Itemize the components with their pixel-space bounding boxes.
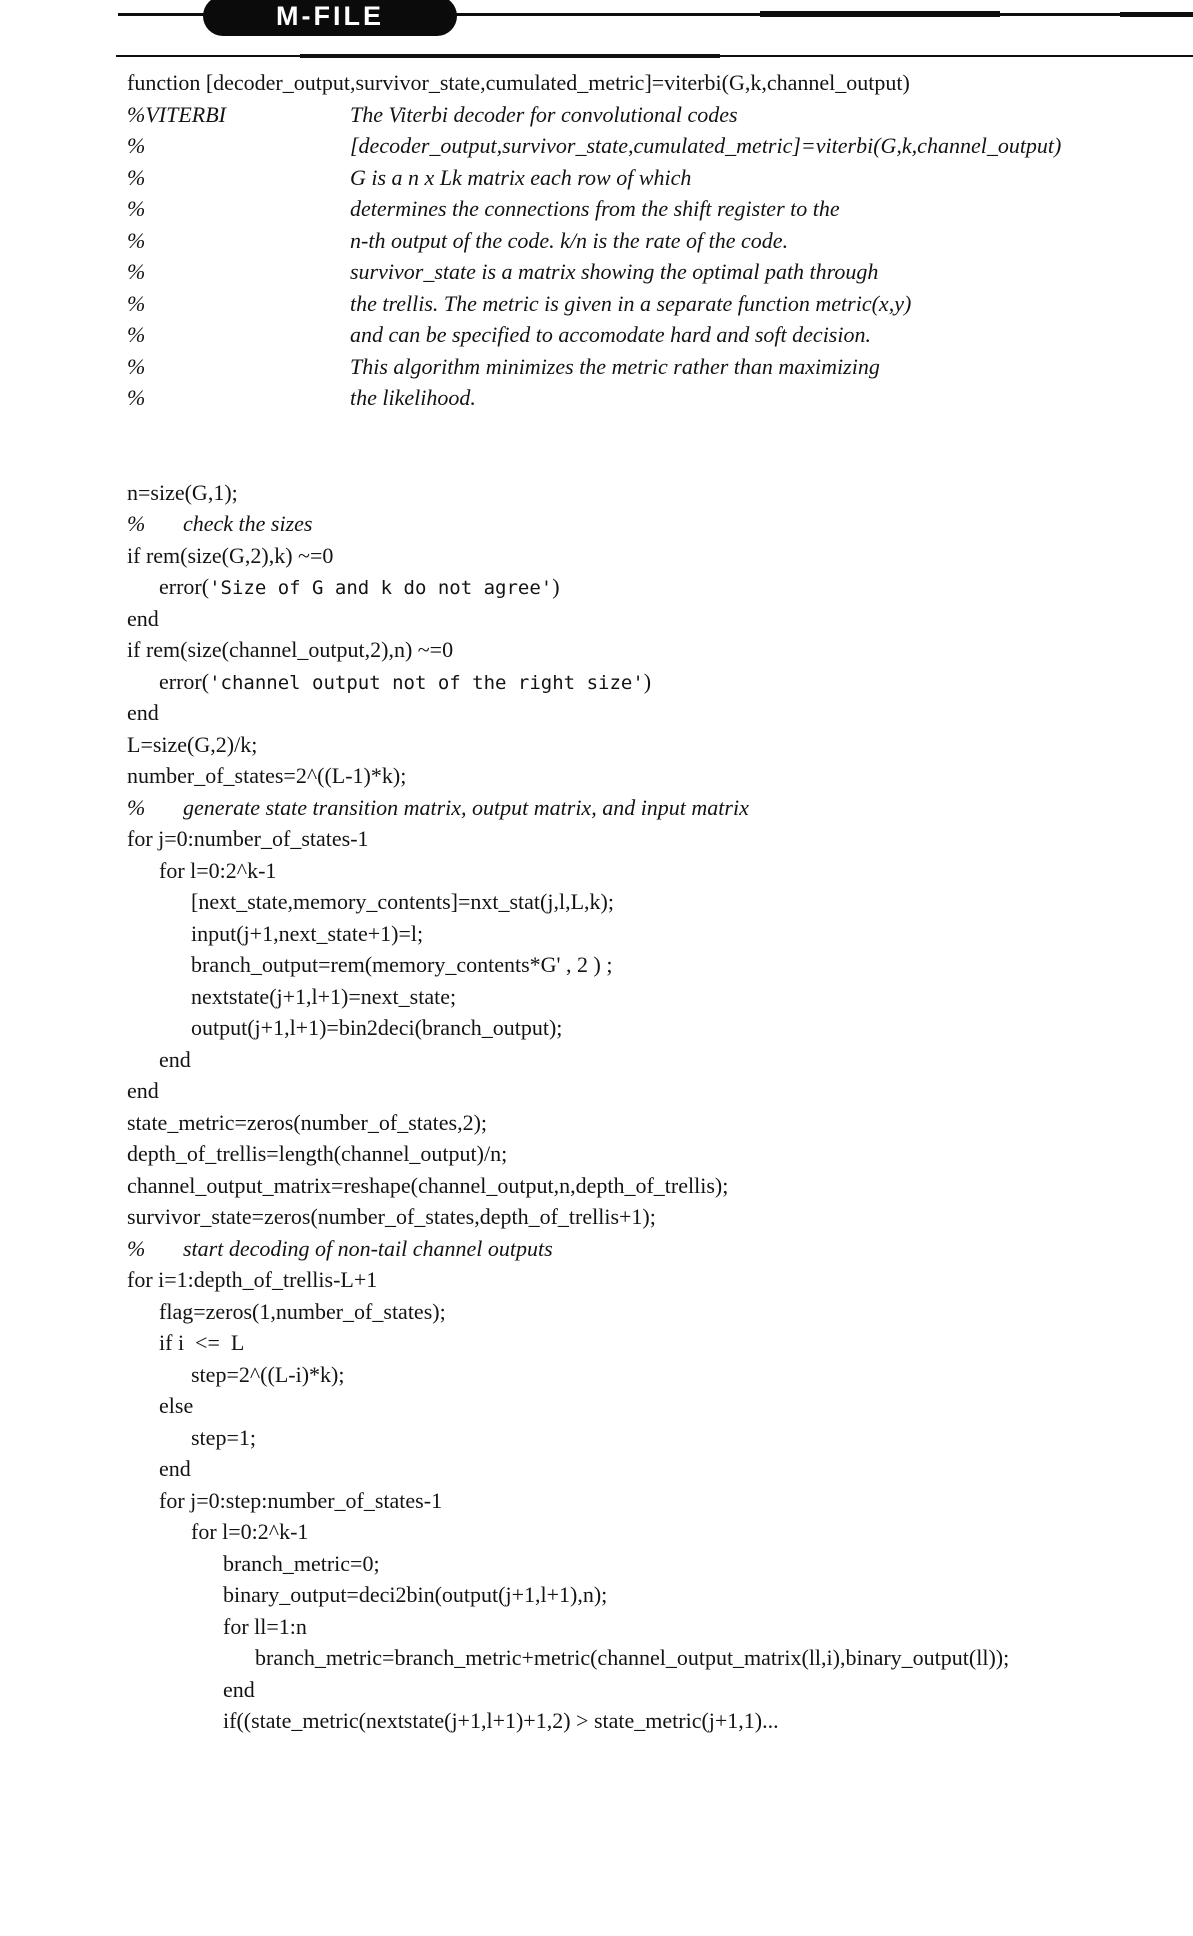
code-line [127, 1201, 1183, 1233]
code-text: if rem(size(G,2),k) ~=0 [127, 542, 334, 568]
comment-marker: % [127, 259, 146, 284]
code-text: number_of_states=2^((L-1)*k); [127, 763, 407, 788]
code-line [127, 1233, 1183, 1265]
code-text: error( [159, 574, 210, 599]
comment-text: the trellis. The metric is given in a separate function metric(x,y) [350, 290, 912, 316]
code-line [127, 1012, 1183, 1044]
blank-line [127, 414, 1183, 446]
code-line [127, 540, 1183, 572]
code-text: for j=0:step:number_of_states-1 [159, 1487, 443, 1513]
code-line [127, 823, 1183, 855]
comment-marker: % [127, 133, 146, 158]
code-line [127, 319, 1183, 351]
code-line [127, 1453, 1183, 1485]
comment-marker: % [127, 322, 146, 347]
code-line [127, 1359, 1183, 1391]
code-line [127, 1579, 1183, 1611]
comment-text: survivor_state is a matrix showing the optimal path through [350, 259, 879, 284]
code-text: input(j+1,next_state+1)=l; [191, 920, 424, 946]
code-text: for l=0:2^k-1 [191, 1519, 309, 1544]
code-text: branch_metric=0; [223, 1550, 380, 1576]
code-text: for ll=1:n [223, 1613, 307, 1639]
code-line [127, 1548, 1183, 1580]
code-line [127, 193, 1183, 225]
code-line [127, 1170, 1183, 1202]
code-line [127, 981, 1183, 1013]
code-line [127, 949, 1183, 981]
comment-text: start decoding of non-tail channel outputs [183, 1235, 553, 1261]
code-line [127, 1264, 1183, 1296]
code-block [127, 67, 1183, 1737]
code-line [127, 1327, 1183, 1359]
comment-marker: % [127, 353, 146, 379]
code-line [127, 571, 1183, 603]
code-text: end [127, 605, 159, 631]
comment-text: generate state transition matrix, output matrix, and input matrix [183, 794, 749, 820]
code-text: survivor_state=zeros(number_of_states,depth_of_trellis+1); [127, 1204, 656, 1229]
code-line [127, 99, 1183, 131]
scan-artifact [760, 11, 1000, 17]
code-line [127, 918, 1183, 950]
code-line [127, 666, 1183, 698]
comment-text: This algorithm minimizes the metric rather than maximizing [350, 353, 880, 379]
code-line [127, 1642, 1183, 1674]
code-text: depth_of_trellis=length(channel_output)/n; [127, 1141, 508, 1166]
code-text: end [127, 700, 159, 725]
comment-marker: % [127, 196, 146, 221]
code-line [127, 1611, 1183, 1643]
comment-text: [decoder_output,survivor_state,cumulated_metric]=viterbi(G,k,channel_output) [350, 133, 1062, 158]
code-text: else [159, 1393, 194, 1418]
code-text: channel_output_matrix=reshape(channel_output,n,depth_of_trellis); [127, 1172, 729, 1198]
string-literal: 'channel output not of the right size' [209, 671, 644, 694]
blank-line [127, 445, 1183, 477]
code-line [127, 351, 1183, 383]
code-line [127, 1390, 1183, 1422]
code-text: L=size(G,2)/k; [127, 731, 258, 757]
code-line [127, 1138, 1183, 1170]
comment-marker: % [127, 794, 146, 820]
code-line [127, 1485, 1183, 1517]
code-line [127, 886, 1183, 918]
code-text: step=1; [191, 1424, 256, 1450]
code-line [127, 792, 1183, 824]
code-text: nextstate(j+1,l+1)=next_state; [191, 983, 457, 1009]
code-line [127, 256, 1183, 288]
code-line [127, 1516, 1183, 1548]
code-line [127, 760, 1183, 792]
comment-marker: %VITERBI [127, 101, 226, 127]
code-line [127, 855, 1183, 887]
code-text: ) [643, 668, 652, 694]
code-text: end [127, 1078, 159, 1103]
scan-artifact [300, 54, 720, 58]
code-line [127, 477, 1183, 509]
code-text: end [223, 1676, 255, 1702]
code-text: for i=1:depth_of_trellis-L+1 [127, 1267, 378, 1292]
code-line [127, 1674, 1183, 1706]
code-line [127, 382, 1183, 414]
code-text: for j=0:number_of_states-1 [127, 826, 369, 851]
code-line [127, 1044, 1183, 1076]
code-line [127, 130, 1183, 162]
comment-marker: % [127, 1235, 146, 1261]
code-line [127, 508, 1183, 540]
code-text: binary_output=deci2bin(output(j+1,l+1),n); [223, 1582, 608, 1607]
code-line [127, 697, 1183, 729]
code-line [127, 1296, 1183, 1328]
comment-marker: % [127, 290, 146, 316]
comment-text: check the sizes [183, 511, 313, 536]
code-text: function [decoder_output,survivor_state,cumulated_metric]=viterbi(G,k,channel_output) [127, 70, 910, 95]
comment-text: n-th output of the code. k/n is the rate of the code. [350, 227, 789, 253]
code-text: error( [159, 668, 210, 694]
code-text: ) [552, 574, 560, 599]
comment-text: determines the connections from the shift register to the [350, 196, 840, 221]
code-text: for l=0:2^k-1 [159, 857, 277, 883]
code-text: end [159, 1046, 191, 1072]
code-line [127, 729, 1183, 761]
comment-text: The Viterbi decoder for convolutional codes [350, 101, 738, 127]
code-text: state_metric=zeros(number_of_states,2); [127, 1109, 488, 1135]
code-text: if i <= L [159, 1330, 245, 1355]
code-line [127, 1075, 1183, 1107]
code-line [127, 162, 1183, 194]
code-text: branch_output=rem(memory_contents*G' , 2 ) ; [191, 952, 613, 977]
code-text: flag=zeros(1,number_of_states); [159, 1298, 446, 1324]
mfile-badge [203, 0, 457, 36]
comment-marker: % [127, 227, 146, 253]
code-line [127, 1705, 1183, 1737]
string-literal: 'Size of G and k do not agree' [209, 577, 553, 599]
scan-artifact [1120, 12, 1193, 17]
code-text: n=size(G,1); [127, 479, 238, 505]
code-text: branch_metric=branch_metric+metric(channel_output_matrix(ll,i),binary_output(ll)); [255, 1645, 1010, 1670]
code-text: end [159, 1456, 191, 1481]
mfile-badge-label: M-FILE [276, 0, 384, 31]
comment-marker: % [127, 511, 146, 536]
comment-marker: % [127, 385, 146, 410]
code-text: if((state_metric(nextstate(j+1,l+1)+1,2) > state_metric(j+1,1)... [223, 1708, 779, 1733]
code-text: if rem(size(channel_output,2),n) ~=0 [127, 637, 454, 662]
comment-text: G is a n x Lk matrix each row of which [350, 164, 692, 190]
code-line [127, 1422, 1183, 1454]
comment-text: the likelihood. [350, 385, 476, 410]
code-text: step=2^((L-i)*k); [191, 1361, 345, 1387]
code-line [127, 603, 1183, 635]
code-text: [next_state,memory_contents]=nxt_stat(j,l,L,k); [191, 889, 614, 914]
comment-text: and can be specified to accomodate hard and soft decision. [350, 322, 871, 347]
code-text: output(j+1,l+1)=bin2deci(branch_output); [191, 1015, 563, 1040]
code-line [127, 288, 1183, 320]
code-line [127, 225, 1183, 257]
code-line [127, 67, 1183, 99]
code-line [127, 634, 1183, 666]
comment-marker: % [127, 164, 146, 190]
code-line [127, 1107, 1183, 1139]
